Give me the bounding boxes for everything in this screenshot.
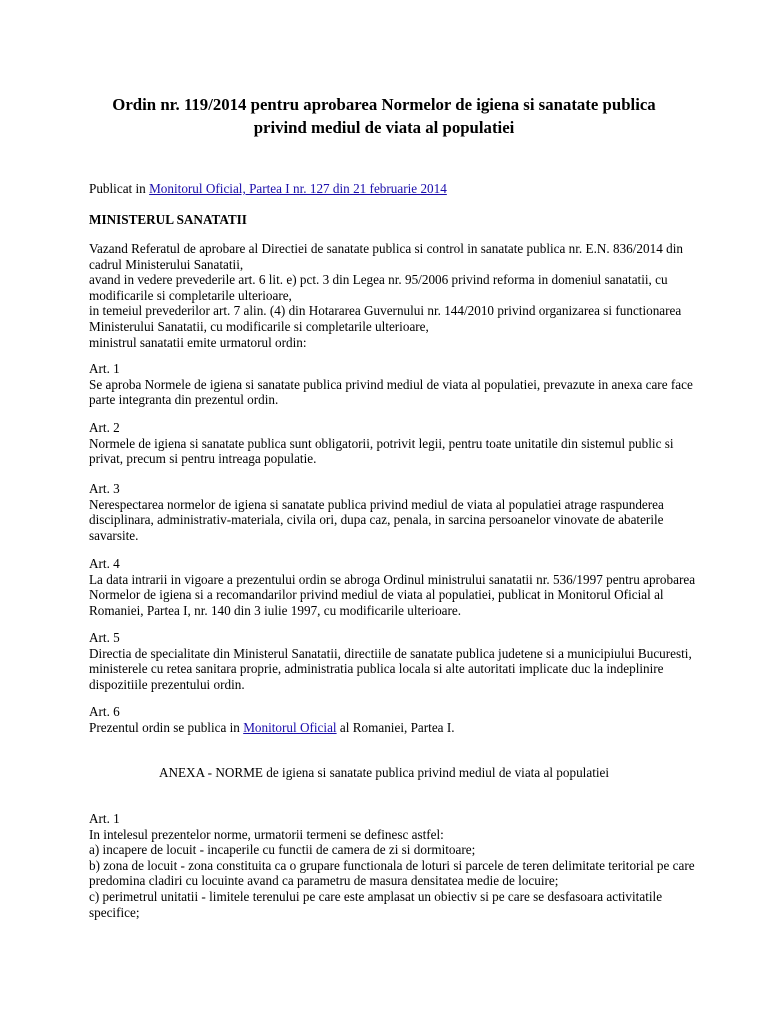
- annex-title: ANEXA - NORME de igiena si sanatate publica privind mediul de viata al populatiei: [158, 765, 610, 780]
- article-line: La data intrarii in vigoare a prezentului ordin se abroga Ordinul ministrului sanatatii nr. 536/1997 pentru aprobarea: [89, 571, 696, 587]
- article-line: disciplinara, administrativ-materiala, civila ori, dupa caz, penala, in sarcina persoanelor vinovate de abaterile: [89, 512, 664, 528]
- monitorul-oficial-link[interactable]: Monitorul Oficial, Partea I nr. 127 din 21 februarie 2014: [149, 181, 447, 196]
- article-line: Directia de specialitate din Ministerul Sanatatii, directiile de sanatate publica judetene si a municipiului Bucuresti,: [89, 645, 692, 661]
- article-line: dispozitiile prezentului ordin.: [89, 676, 245, 692]
- article-heading: Art. 1: [89, 811, 120, 826]
- article-line: Romaniei, Partea I, nr. 140 din 3 iulie 1997, cu modificarile ulterioare.: [89, 602, 462, 618]
- preamble: [89, 241, 699, 350]
- article-line: In intelesul prezentelor norme, urmatorii termeni se definesc astfel:: [89, 826, 444, 842]
- article-line: [89, 720, 699, 736]
- article-line: ministerele cu retea sanitara proprie, administratia publica locala si alte autoritati implicate duc la indeplinire: [89, 661, 664, 677]
- publication-note: [89, 181, 699, 197]
- preamble-line: Ministerului Sanatatii, cu modificarile si completarile ulterioare,: [89, 318, 429, 334]
- article-4: [89, 556, 699, 618]
- article-line: Se aproba Normele de igiena si sanatate publica privind mediul de viata al populatiei, prevazute in anexa care face: [89, 376, 693, 392]
- article-line: a) incapere de locuit - incaperile cu functii de camera de zi si dormitoare;: [89, 842, 476, 858]
- article-line: savarsite.: [89, 527, 139, 543]
- publication-prefix: Publicat in: [89, 181, 150, 196]
- article-line: predomina cladiri cu locuinte avand ca parametru de masura densitatea medie de locuire;: [89, 873, 559, 889]
- article-2: [89, 420, 699, 467]
- preamble-line: Vazand Referatul de aprobare al Directiei de sanatate publica si control in sanatate publica nr. E.N. 836/2014 din: [89, 241, 683, 256]
- article-line: parte integranta din prezentul ordin.: [89, 392, 279, 408]
- article-1: [89, 361, 699, 408]
- ministry-heading: MINISTERUL SANATATII: [89, 212, 247, 227]
- preamble-line: in temeiul prevederilor art. 7 alin. (4) din Hotararea Guvernului nr. 144/2010 privind organizarea si functionarea: [89, 303, 682, 319]
- preamble-line: ministrul sanatatii emite urmatorul ordin:: [89, 334, 307, 350]
- monitorul-oficial-link-2[interactable]: Monitorul Oficial: [243, 719, 337, 735]
- article-line: Normelor de igiena si a recomandarilor privind mediul de viata al populatiei, publicat in Monitorul Oficial al: [89, 587, 664, 603]
- annex-article-1: [89, 811, 699, 920]
- article-heading: Art. 5: [89, 630, 120, 645]
- title-line-2: privind mediul de viata al populatiei: [253, 118, 515, 137]
- preamble-line: avand in vedere prevederile art. 6 lit. e) pct. 3 din Legea nr. 95/2006 privind reforma in domeniul sanatatii, cu: [89, 272, 668, 288]
- article-line: privat, precum si pentru intreaga populatie.: [89, 451, 317, 467]
- article-heading: Art. 1: [89, 361, 120, 376]
- article-6: [89, 704, 699, 735]
- title-line-1: Ordin nr. 119/2014 pentru aprobarea Normelor de igiena si sanatate publica: [112, 95, 656, 114]
- article-line: c) perimetrul unitatii - limitele terenului pe care este amplasat un obiectiv si pe care se desfasoara activitatile: [89, 888, 663, 904]
- article-5: [89, 630, 699, 692]
- article-line: Normele de igiena si sanatate publica sunt obligatorii, potrivit legii, pentru toate unitatile din sistemul public si: [89, 435, 674, 451]
- preamble-line: cadrul Ministerului Sanatatii,: [89, 256, 244, 272]
- article-heading: Art. 2: [89, 420, 120, 435]
- art6-suffix: al Romaniei, Partea I.: [336, 719, 455, 735]
- article-line: b) zona de locuit - zona constituita ca o grupare functionala de loturi si parcele de teren delimitate teritorial pe care: [89, 857, 695, 873]
- art6-prefix: Prezentul ordin se publica in: [89, 719, 244, 735]
- document-title: [60, 93, 708, 139]
- article-heading: Art. 6: [89, 704, 120, 719]
- article-line: specifice;: [89, 904, 140, 920]
- article-3: [89, 481, 699, 543]
- article-heading: Art. 3: [89, 481, 120, 496]
- article-heading: Art. 4: [89, 556, 120, 571]
- preamble-line: modificarile si completarile ulterioare,: [89, 287, 292, 303]
- article-line: Nerespectarea normelor de igiena si sanatate publica privind mediul de viata al populatiei atrage raspunderea: [89, 496, 664, 512]
